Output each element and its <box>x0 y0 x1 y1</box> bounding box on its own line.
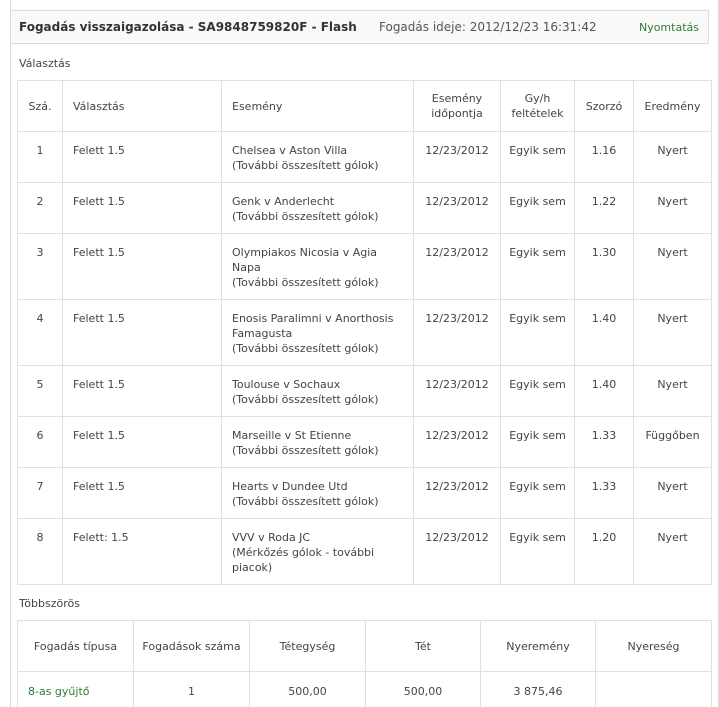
event-market: (További összesített gólok) <box>232 342 379 355</box>
result-cell: Nyert <box>634 300 712 366</box>
selection-row <box>18 417 712 468</box>
event-date-cell: 12/23/2012 <box>414 132 501 183</box>
selection-row <box>18 300 712 366</box>
selection-cell: Felett 1.5 <box>63 366 222 417</box>
event-cell <box>222 300 414 366</box>
result-cell: Nyert <box>634 183 712 234</box>
stake-cell: 500,00 <box>366 672 481 707</box>
col-header-odds: Szorzó <box>575 81 634 132</box>
event-market: (További összesített gólok) <box>232 159 379 172</box>
conditions-cell: Egyik sem <box>501 468 575 519</box>
selections-header-row <box>18 81 712 132</box>
conditions-cell: Egyik sem <box>501 519 575 585</box>
event-date-cell: 12/23/2012 <box>414 234 501 300</box>
conditions-cell: Egyik sem <box>501 417 575 468</box>
event-name: Olympiakos Nicosia v Agia Napa <box>232 246 378 274</box>
event-cell <box>222 417 414 468</box>
odds-cell: 1.16 <box>575 132 634 183</box>
odds-cell: 1.40 <box>575 300 634 366</box>
col-header-bet-type: Fogadás típusa <box>18 621 134 672</box>
event-cell <box>222 519 414 585</box>
col-header-conditions: Gy/h feltételek <box>501 81 575 132</box>
page-title: Fogadás visszaigazolása - SA9848759820F - Flash <box>19 20 357 34</box>
bet-time-label: Fogadás ideje: 2012/12/23 16:31:42 <box>379 20 597 34</box>
print-link[interactable]: Nyomtatás <box>638 21 699 34</box>
col-header-result: Eredmény <box>634 81 712 132</box>
odds-cell: 1.22 <box>575 183 634 234</box>
row-number: 4 <box>18 300 63 366</box>
selection-section-title: Választás <box>19 57 71 70</box>
event-market: (További összesített gólok) <box>232 276 379 289</box>
event-cell <box>222 366 414 417</box>
event-name: VVV v Roda JC <box>232 531 311 544</box>
selection-cell: Felett 1.5 <box>63 468 222 519</box>
event-date-cell: 12/23/2012 <box>414 183 501 234</box>
col-header-profit: Nyereség <box>596 621 712 672</box>
row-number: 1 <box>18 132 63 183</box>
event-market: (További összesített gólok) <box>232 210 379 223</box>
event-date-cell: 12/23/2012 <box>414 519 501 585</box>
row-number: 2 <box>18 183 63 234</box>
col-header-stake: Tét <box>366 621 481 672</box>
event-date-cell: 12/23/2012 <box>414 366 501 417</box>
row-number: 8 <box>18 519 63 585</box>
row-number: 5 <box>18 366 63 417</box>
selection-row <box>18 519 712 585</box>
selection-row <box>18 468 712 519</box>
event-name: Toulouse v Sochaux <box>232 378 341 391</box>
selection-row <box>18 234 712 300</box>
selection-cell: Felett 1.5 <box>63 417 222 468</box>
event-name: Chelsea v Aston Villa <box>232 144 348 157</box>
col-header-bet-count: Fogadások száma <box>134 621 250 672</box>
col-header-selection: Választás <box>63 81 222 132</box>
multiple-row <box>18 672 712 707</box>
bet-count-cell: 1 <box>134 672 250 707</box>
multiples-header-row <box>18 621 712 672</box>
row-number: 3 <box>18 234 63 300</box>
row-number: 7 <box>18 468 63 519</box>
event-cell <box>222 132 414 183</box>
odds-cell: 1.33 <box>575 468 634 519</box>
selection-cell: Felett 1.5 <box>63 234 222 300</box>
conditions-cell: Egyik sem <box>501 234 575 300</box>
selections-table <box>17 80 712 585</box>
event-cell <box>222 468 414 519</box>
selection-row <box>18 183 712 234</box>
result-cell: Nyert <box>634 468 712 519</box>
result-cell: Nyert <box>634 366 712 417</box>
row-number: 6 <box>18 417 63 468</box>
result-cell: Nyert <box>634 234 712 300</box>
event-cell <box>222 234 414 300</box>
conditions-cell: Egyik sem <box>501 132 575 183</box>
result-cell: Nyert <box>634 519 712 585</box>
event-date-cell: 12/23/2012 <box>414 417 501 468</box>
payout-cell: 3 875,46 <box>481 672 596 707</box>
result-cell: Nyert <box>634 132 712 183</box>
event-name: Genk v Anderlecht <box>232 195 335 208</box>
conditions-cell: Egyik sem <box>501 300 575 366</box>
event-market: (További összesített gólok) <box>232 444 379 457</box>
odds-cell: 1.30 <box>575 234 634 300</box>
selection-row <box>18 366 712 417</box>
profit-cell <box>596 672 712 707</box>
odds-cell: 1.33 <box>575 417 634 468</box>
col-header-payout: Nyeremény <box>481 621 596 672</box>
selection-cell: Felett 1.5 <box>63 300 222 366</box>
event-cell <box>222 183 414 234</box>
col-header-event-time: Esemény időpontja <box>414 81 501 132</box>
event-date-cell: 12/23/2012 <box>414 300 501 366</box>
col-header-unit-stake: Tétegység <box>250 621 366 672</box>
event-name: Marseille v St Etienne <box>232 429 352 442</box>
selection-row <box>18 132 712 183</box>
multiples-table <box>17 620 712 707</box>
odds-cell: 1.40 <box>575 366 634 417</box>
conditions-cell: Egyik sem <box>501 366 575 417</box>
multiples-section-title: Többszörös <box>19 597 80 610</box>
event-date-cell: 12/23/2012 <box>414 468 501 519</box>
event-market: (További összesített gólok) <box>232 495 379 508</box>
bet-confirmation-header <box>10 10 709 44</box>
conditions-cell: Egyik sem <box>501 183 575 234</box>
event-market: (További összesített gólok) <box>232 393 379 406</box>
bet-type-link[interactable]: 8-as gyűjtő <box>18 672 134 707</box>
unit-stake-cell: 500,00 <box>250 672 366 707</box>
event-name: Enosis Paralimni v Anorthosis Famagusta <box>232 312 394 340</box>
selection-cell: Felett 1.5 <box>63 183 222 234</box>
odds-cell: 1.20 <box>575 519 634 585</box>
event-market: (Mérkőzés gólok - további piacok) <box>232 546 375 574</box>
col-header-num: Szá. <box>18 81 63 132</box>
result-cell: Függőben <box>634 417 712 468</box>
selection-cell: Felett 1.5 <box>63 132 222 183</box>
event-name: Hearts v Dundee Utd <box>232 480 348 493</box>
selection-cell: Felett: 1.5 <box>63 519 222 585</box>
col-header-event: Esemény <box>222 81 414 132</box>
